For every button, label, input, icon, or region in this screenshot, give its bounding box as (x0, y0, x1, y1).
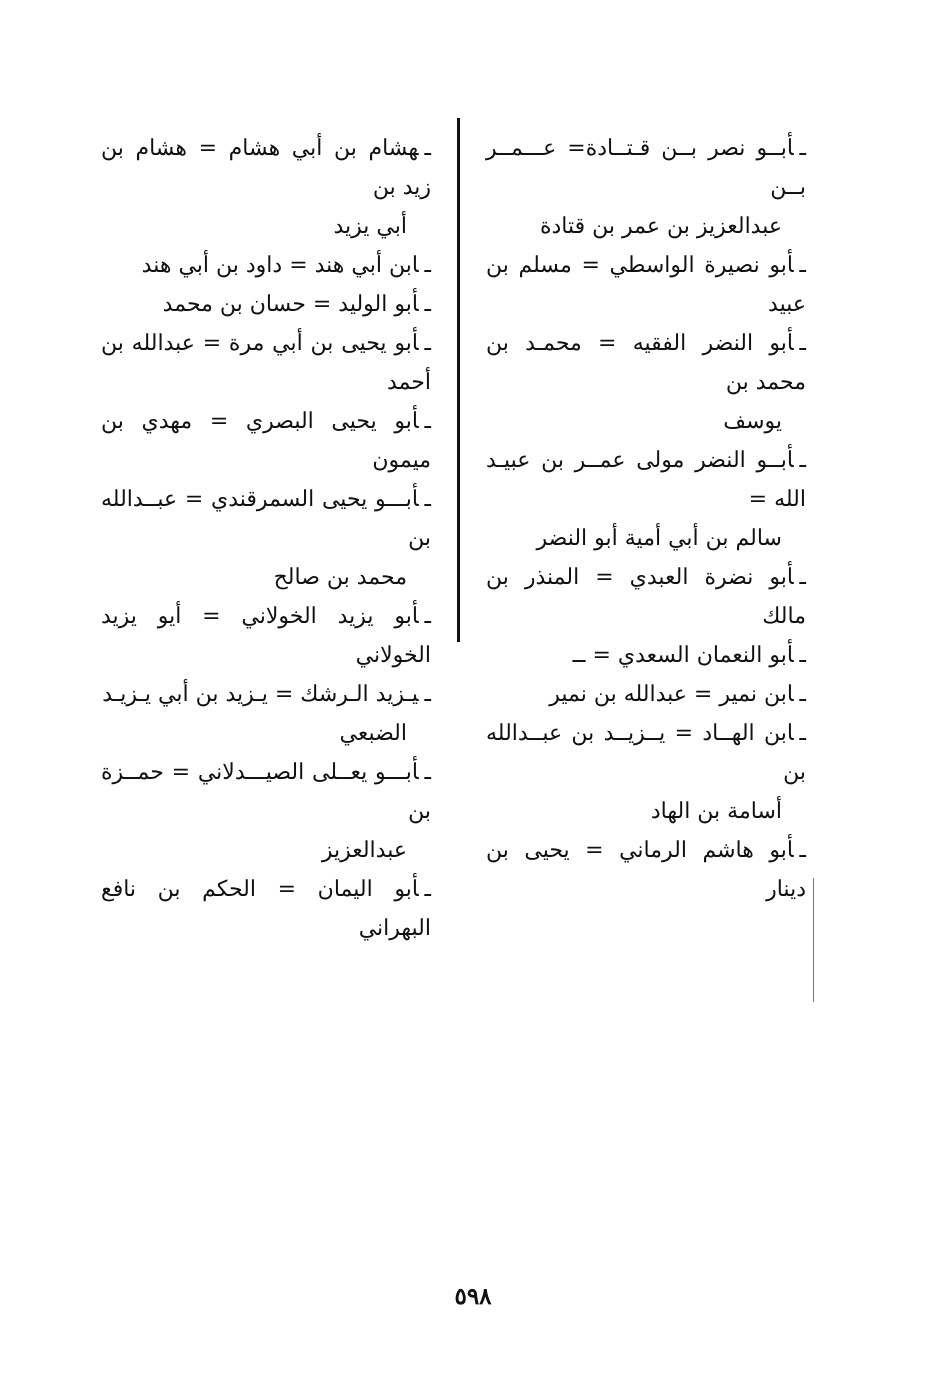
index-entry: ـهشام بن أبي هشام = هشام بن زيد بن أبي يزيد (101, 136, 431, 239)
scan-margin-line (813, 878, 814, 1002)
index-entry: ـأبو النعمان السعدي = ــ (572, 643, 806, 668)
index-entry: ـأبو يحيى البصري = مهدي بن ميمون (101, 409, 431, 473)
left-column (101, 129, 431, 948)
index-entry: ـابن نمير = عبدالله بن نمير (549, 682, 806, 707)
index-entry: ـأبو يحيى بن أبي مرة = عبدالله بن أحمد (101, 331, 431, 395)
page-number: ٥٩٨ (454, 1283, 492, 1310)
index-entry: ـأبو النضر الفقيه = محمـد بن محمد بن يوسف (486, 331, 806, 434)
index-entry: ـأبــو النضر مولى عمــر بن عبيـد الله = سالم بن أبي أمية أبو النضر (486, 448, 806, 551)
index-entry: ـابن الهــاد = يــزيــد بن عبــدالله بن أسامة بن الهاد (486, 721, 806, 824)
index-entry: ـأبو هاشم الرماني = يحيى بن دينار (486, 838, 806, 902)
index-entry: ـأبو الوليد = حسان بن محمد (162, 292, 431, 317)
index-entry: ـيـزيد الـرشك = يـزيد بن أبي يـزيـد الضبعي (102, 682, 431, 746)
index-entry: ـأبو نضرة العبدي = المنذر بن مالك (486, 565, 806, 629)
index-entry: ـأبـــو يحيى السمرقندي = عبــدالله بن محمد بن صالح (101, 487, 431, 590)
right-column (486, 129, 806, 909)
column-divider (457, 118, 460, 642)
index-entry: ـأبــو نصر بــن قـتــادة= عـــمــر بــن عبدالعزيز بن عمر بن قتادة (486, 136, 806, 239)
index-entry: ـأبو نصيرة الواسطي = مسلم بن عبيد (486, 253, 806, 317)
index-entry: ـأبو اليمان = الحكم بن نافع البهراني (101, 877, 431, 941)
index-entry: ـأبو يزيد الخولاني = أيو يزيد الخولاني (101, 604, 431, 668)
index-entry: ـابن أبي هند = داود بن أبي هند (141, 253, 431, 278)
index-entry: ـأبـــو يعــلى الصيـــدلاني = حمــزة بن عبدالعزيز (101, 760, 431, 863)
